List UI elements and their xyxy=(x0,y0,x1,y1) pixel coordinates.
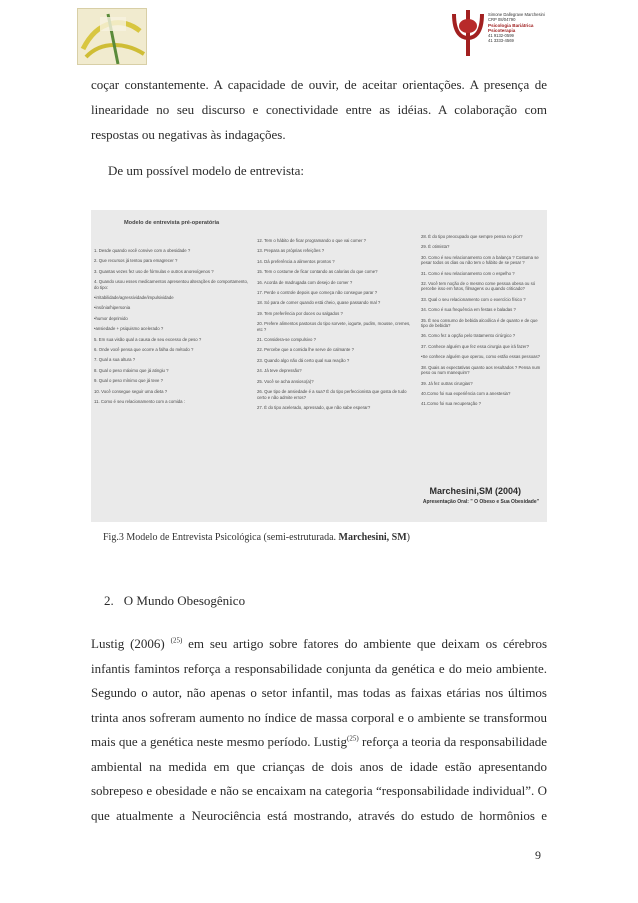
interview-question: 9. Qual o peso mínimo que já teve ? xyxy=(94,378,164,384)
caption-author: Marchesini, SM xyxy=(338,532,407,543)
caption-text: Fig.3 Modelo de Entrevista Psicológica (semi-estruturada. xyxy=(103,532,337,543)
clinic-phone-1: 41 9132-0599 xyxy=(488,33,514,39)
interview-question: 1. Desde quando você convive com a obesidade ? xyxy=(94,248,191,253)
interview-question: 20. Prefere alimentos pastosos do tipo sorvete, iogurte, pudim, mousse, cremes, etc ? xyxy=(257,321,411,332)
interview-question: 6. Onde você pensa que ocorre a falha do método ? xyxy=(94,347,194,353)
interview-question: 38. Quais as expectativas quanto aos resultados ? Pensa num peso ou num manequim? xyxy=(421,364,541,376)
interview-question: 31. Como é seu relacionamento com o espelho ? xyxy=(421,270,515,276)
text-run: reforça a teoria da responsabilidade xyxy=(361,734,548,749)
paragraph-3-line: ambiental na medida em que crianças de dois anos de idade estão apresentando xyxy=(91,758,547,774)
interview-question: 30. Como é seu relacionamento com a balança ? Costuma se pesar todos os dias ou não tem o hábito de se pesar ? xyxy=(421,254,539,266)
interview-question: 29. É otimista? xyxy=(421,244,450,250)
figure-subtitle: Apresentação Oral: " O Obeso e Sua Obesidade" xyxy=(422,499,539,505)
interview-question: •Se conhece alguém que operou, como estão essas pessoas? xyxy=(421,354,541,360)
interview-question: 37. Conhece alguém que fez essa cirurgia que irá fazer? xyxy=(421,343,529,349)
interview-question: 27. É do tipo acelerado, apressado, que não sabe esperar? xyxy=(257,404,371,410)
interview-question: •insônia/hipersonia xyxy=(94,305,131,311)
paragraph-2: De um possível modelo de entrevista: xyxy=(108,163,305,178)
citation-ref: (25) xyxy=(347,734,359,743)
interview-question: 4. Quando usou esses medicamentos apresentou alterações de comportamento, do tipo: xyxy=(94,279,249,290)
section-heading xyxy=(104,593,245,609)
interview-question: 25. Você se acha ansioso(a)? xyxy=(257,378,314,384)
interview-question: 39. Já fez outras cirurgias? xyxy=(421,380,473,386)
interview-question: 16. Acorda de madrugada com desejo de comer ? xyxy=(257,279,353,285)
paragraph-1 xyxy=(91,72,547,147)
paragraph-1-line: coçar constantemente. A capacidade de ouvir, de aceitar orientações. A presença de xyxy=(91,77,547,92)
interview-question: 18. Só para de comer quando está cheio, quase passando mal ? xyxy=(257,300,381,306)
interview-question: 8. Qual o peso máximo que já atingiu ? xyxy=(94,367,169,373)
interview-question: 7. Qual a sua altura ? xyxy=(94,357,136,363)
paragraph-3-line: trinta anos sofreram aumento no índice de massa corporal e o ambiente se transformou xyxy=(91,709,547,725)
paragraph-3-line: infantis famintos reforça a responsabilidade conjunta da genética e do meio ambiente. xyxy=(91,660,547,676)
interview-question: 33. Qual o seu relacionamento com o exercício físico ? xyxy=(421,296,526,302)
paragraph-3-line: Segundo o autor, não apenas o setor infantil, mas todas as faixas etárias nos últimos xyxy=(91,685,547,700)
figure-caption xyxy=(103,532,410,543)
clinic-phone-2: 41 3333-4569 xyxy=(488,38,514,44)
interview-question: 19. Tem preferência por doces ou salgados ? xyxy=(257,310,343,316)
interview-question: •irritabilidade/agressividade/impulsividade xyxy=(94,295,174,301)
paragraph-3-line: que atualmente a Neurociência está mostrando, através do estudo de hormônios e xyxy=(91,807,547,823)
interview-question: 24. Já teve depressão? xyxy=(257,368,302,374)
tape-measure-logo xyxy=(77,8,147,65)
text-run: em seu artigo sobre fatores do ambiente que deixam os cérebros xyxy=(188,636,548,651)
interview-question: 2. Que recursos já tentou para emagrecer ? xyxy=(94,258,178,264)
interview-question: 17. Perde o controle depois que começa não consegue parar ? xyxy=(257,290,378,296)
interview-question: •ansiedade + psiquismo acelerado ? xyxy=(94,326,164,332)
citation-ref: (25) xyxy=(170,636,183,645)
figure-column-3 xyxy=(421,234,545,412)
interview-question: 41.Como foi sua recuperação ? xyxy=(421,401,481,407)
interview-question: 34. Como é sua frequência em festas e baladas ? xyxy=(421,307,516,313)
citation-author: Lustig (2006) xyxy=(91,636,165,651)
figure-column-1 xyxy=(94,248,252,410)
section-number: 2. xyxy=(104,593,114,608)
interview-question: 14. Dá preferência a alimentos prontos ? xyxy=(257,258,335,264)
interview-question: 28. É do tipo preocupado que sempre pensa no pior? xyxy=(421,234,523,239)
figure-column-2 xyxy=(257,238,417,415)
interview-question: 15. Tem o costume de ficar contando as calorias do que come? xyxy=(257,269,378,275)
clinic-logo xyxy=(448,8,548,66)
clinic-name: Simone Dallegrave Marchesini xyxy=(488,12,545,17)
interview-question: 13. Prepara as próprias refeições ? xyxy=(257,248,325,254)
section-title: O Mundo Obesogênico xyxy=(123,593,246,608)
interview-question: 3. Quantas vezes fez uso de fórmulas e outros anorexígenos ? xyxy=(94,268,214,274)
text-run: mais que a genética neste mesmo período. Lustig xyxy=(91,734,347,749)
paragraph-1-line: linearidade no seu discurso e conectividade entre as idéias. A colaboração com xyxy=(91,102,547,117)
interview-question: 22. Percebe que a comida lhe serve de calmante ? xyxy=(257,347,354,353)
clinic-title-2: Psicoterapia xyxy=(488,27,516,33)
interview-question: 10. Você consegue seguir uma dieta ? xyxy=(94,388,168,394)
clinic-crp: CRP 08/04790 xyxy=(488,17,516,23)
tape-measure-icon xyxy=(78,9,147,65)
psi-symbol-icon xyxy=(448,8,488,66)
interview-question: 26. Que tipo de ansiedade é a sua? É do tipo perfeccionista que gosta de tudo certo e não admite erros? xyxy=(257,389,407,400)
paragraph-3-line xyxy=(91,730,547,755)
paragraph-3-line xyxy=(91,632,547,657)
interview-question: 23. Quando algo não dá certo qual sua reação ? xyxy=(257,357,350,363)
figure-credit: Marchesini,SM (2004) xyxy=(429,486,521,496)
interview-question: 12. Tem o hábito de ficar programando o que vai comer ? xyxy=(257,238,367,243)
caption-close: ) xyxy=(406,532,411,543)
paragraph-1-line: respostas ou negativas às indagações. xyxy=(91,127,286,142)
clinic-title-1: Psicologia Bariátrica xyxy=(488,22,534,28)
interview-question: 11. Como é seu relacionamento com a comida : xyxy=(94,399,185,405)
interview-question: •humor deprimido xyxy=(94,315,128,321)
paragraph-3-line: sobrepeso e obesidade e não se encaixam na categoria “responsabilidade individual”. O xyxy=(91,783,547,798)
interview-question: 36. Como fez a opção pelo tratamento cirúrgico ? xyxy=(421,333,516,339)
interview-model-figure xyxy=(91,210,547,522)
paragraph-3 xyxy=(91,632,547,828)
page-number: 9 xyxy=(535,848,541,862)
interview-question: 32. Você tem noção de o mesmo come pessoa obesa ou só percebe isso em fotos, filmagens ou quando criticado? xyxy=(421,281,536,292)
interview-question: 35. É seu consumo de bebida alcoólica é de quanto e de que tipo de bebida? xyxy=(421,317,538,329)
figure-title: Modelo de entrevista pré-operatória xyxy=(124,220,220,226)
interview-question: 21. Considera-se compulsivo ? xyxy=(257,337,316,343)
interview-question: 5. Em sua visão qual a causa de seu excesso de peso ? xyxy=(94,336,202,342)
interview-question: 40.Como foi sua experiência com a anestesia? xyxy=(421,390,511,396)
